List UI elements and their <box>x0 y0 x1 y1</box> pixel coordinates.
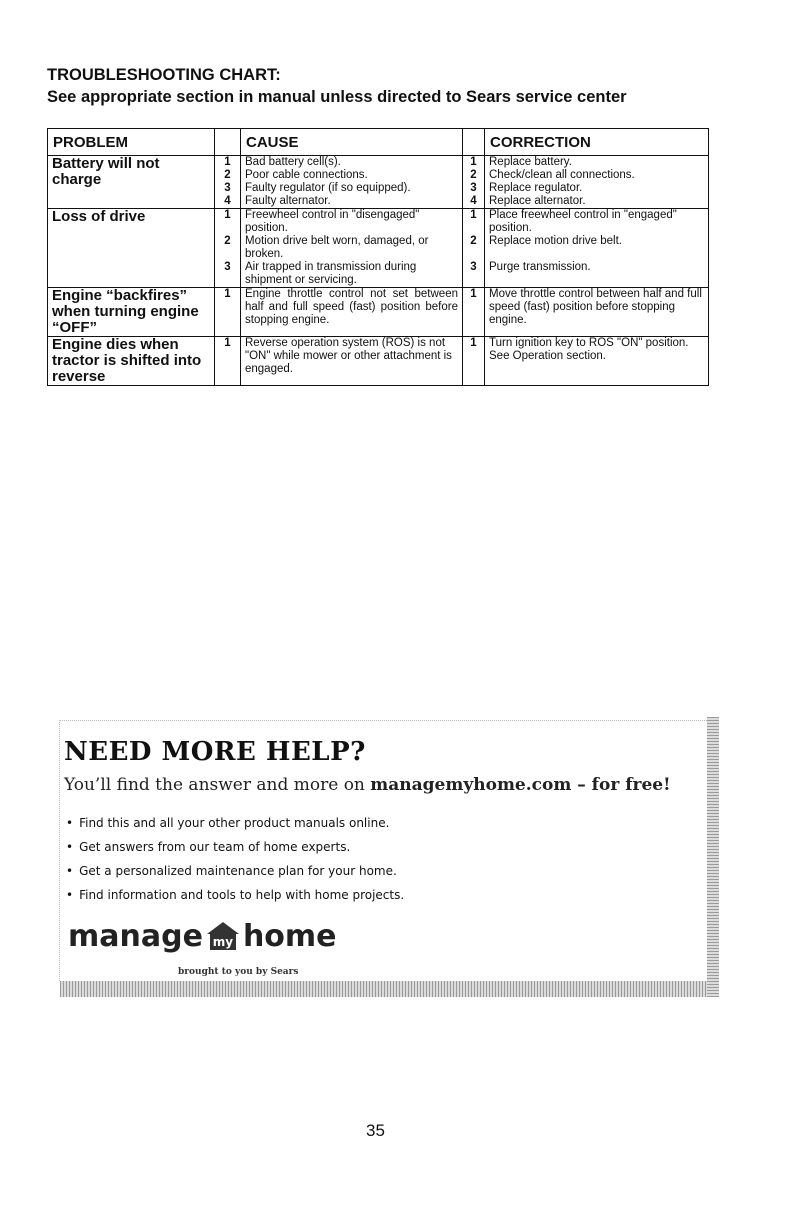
page-number: 35 <box>366 1121 385 1140</box>
correction-text: Replace alternator. <box>485 195 709 209</box>
problem-cell: Engine dies when tractor is shifted into reverse <box>48 337 215 386</box>
correction-text: Turn ignition key to ROS "ON" position. See Operation section. <box>485 337 709 386</box>
cause-text: Faulty regulator (if so equipped). <box>241 182 463 195</box>
logo-text-home: home <box>242 919 337 954</box>
correction-number: 1 <box>463 209 485 236</box>
table-row <box>48 209 709 236</box>
cause-number: 3 <box>215 182 241 195</box>
house-icon <box>207 922 239 952</box>
chart-heading <box>47 64 767 108</box>
cause-text: Air trapped in transmission during shipment or servicing. <box>241 261 463 288</box>
cause-text: Faulty alternator. <box>241 195 463 209</box>
cause-number: 2 <box>215 169 241 182</box>
correction-text: Check/clean all connections. <box>485 169 709 182</box>
troubleshooting-table <box>47 128 709 386</box>
cause-number: 4 <box>215 195 241 209</box>
correction-text: Place freewheel control in "engaged" position. <box>485 209 709 236</box>
cause-header: CAUSE <box>241 129 463 156</box>
problem-header: PROBLEM <box>48 129 215 156</box>
list-item: • Get a personalized maintenance plan for your home. <box>66 859 404 883</box>
correction-number: 1 <box>463 337 485 386</box>
problem-cell: Battery will not charge <box>48 156 215 209</box>
correction-number: 2 <box>463 235 485 261</box>
chart-title: TROUBLESHOOTING CHART: <box>47 66 281 84</box>
cause-text: Motion drive belt worn, damaged, or broken. <box>241 235 463 261</box>
list-item: • Find this and all your other product manuals online. <box>66 811 404 835</box>
website-link: managemyhome.com <box>370 775 572 795</box>
cause-text: Reverse operation system (ROS) is not "ON" while mower or other attachment is engaged. <box>241 337 463 386</box>
cause-number: 3 <box>215 261 241 288</box>
table-row <box>48 156 709 170</box>
list-item: • Get answers from our team of home experts. <box>66 835 404 859</box>
table-row <box>48 288 709 337</box>
correction-number: 2 <box>463 169 485 182</box>
correction-text: Replace battery. <box>485 156 709 170</box>
correction-number: 3 <box>463 261 485 288</box>
correction-text: Replace motion drive belt. <box>485 235 709 261</box>
logo-text-my: my <box>210 934 236 950</box>
cause-text: Poor cable connections. <box>241 169 463 182</box>
correction-text: Purge transmission. <box>485 261 709 288</box>
help-subtitle-post: – for free! <box>571 775 671 795</box>
correction-text: Replace regulator. <box>485 182 709 195</box>
managemyhome-logo <box>68 919 337 954</box>
chart-subtitle: See appropriate section in manual unless directed to Sears service center <box>47 88 627 106</box>
correction-number: 3 <box>463 182 485 195</box>
cause-number: 1 <box>215 209 241 236</box>
help-subtitle-pre: You’ll find the answer and more on <box>64 775 371 795</box>
cause-number: 1 <box>215 156 241 170</box>
correction-number: 1 <box>463 288 485 337</box>
brought-by-text: brought to you by Sears <box>178 967 299 977</box>
correction-num-header <box>463 129 485 156</box>
list-item: • Find information and tools to help with home projects. <box>66 883 404 907</box>
help-title: NEED MORE HELP? <box>64 737 366 767</box>
cause-number: 2 <box>215 235 241 261</box>
cause-text: Bad battery cell(s). <box>241 156 463 170</box>
correction-number: 4 <box>463 195 485 209</box>
table-header-row <box>48 129 709 156</box>
help-subtitle <box>64 775 671 795</box>
cause-num-header <box>215 129 241 156</box>
correction-text: Move throttle control between half and full speed (fast) position before stopping engine. <box>485 288 709 337</box>
correction-number: 1 <box>463 156 485 170</box>
problem-cell: Engine “backfires” when turning engine “OFF” <box>48 288 215 337</box>
help-bullet-list <box>66 811 404 907</box>
cause-text: Engine throttle control not set between half and full speed (fast) position before stopping engine. <box>241 288 463 337</box>
cause-text: Freewheel control in "disengaged" position. <box>241 209 463 236</box>
need-more-help-box <box>59 720 707 981</box>
correction-header: CORRECTION <box>485 129 709 156</box>
table-row <box>48 337 709 386</box>
cause-number: 1 <box>215 288 241 337</box>
cause-number: 1 <box>215 337 241 386</box>
logo-text-manage: manage <box>68 919 203 954</box>
problem-cell: Loss of drive <box>48 209 215 288</box>
